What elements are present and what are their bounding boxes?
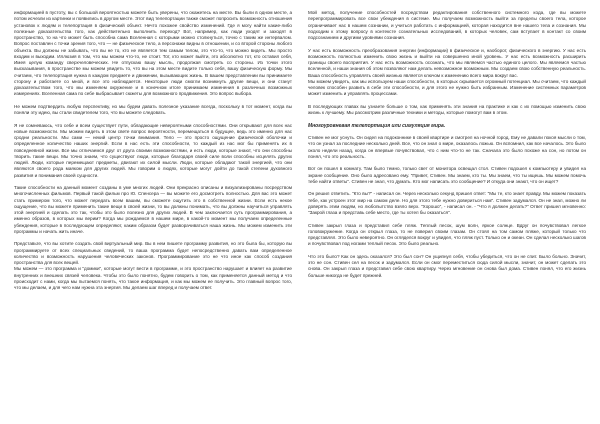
right-paragraph-8: Стивен закрыл глаза и представил себе пляж. Теплый песок, шум волн, яркое солнце. Вдруг он почувствовал легкое головокружение. Когда он открыл глаза, то не поверил своим глазам. Он стоял на том самом пляже, который только что представлял. Это было невероятно. Он огляделся вокруг и увидел, что пляж пуст. Только он и океан. Он сделал несколько шагов и почувствовал под ногами теплый песок. Это было реально. [308,222,586,247]
right-column [308,10,586,418]
left-paragraph-6: Мы можем — это программа и "домики", которые могут вести в программе, и это пространство нарушает и влияет на развитие внутренних и внешних связей человека. Чтобы это было понятно, будем говорить о том, как применяется данный метод и что происходит с нами, когда мы пытаемся понять, что такое информация, и как мы можем ее получить. Это главный вопрос того, что мы делаем, и для чего нам нужна эта энергия. Мы делаем шаг вперед и получаем ответ. [14,266,292,290]
section-heading: Многоуровневая телепортация или симуляция мира. [308,122,446,129]
right-paragraph-1: Мой метод, получение способностей посредством редактирования собственного системного кода, где вы можете перепрограммировать все свои убеждения в системе. Мы получаем возможность выйти за пределы своего тела, которое ограничивает нас в нашем сознании, и учиться работать с информацией, которая находится вне нашего тела и сознания. Мы подходим к этому вопросу в контексте сознательных исследований, в которых человек, сам вступает в контакт со своим подсознанием и другими уровнями сознания. [308,10,586,40]
left-paragraph-5: Представьте, что вы хотите создать свой виртуальный мир. Вы в нем пишете программу развития, но это была бы, которую вы программируете от всех специальных сведений, то ваша программа будет непосредственно давать вам определенное количество и возможность нарушения человеческих законов. Программирование это не что иное как способ создания пространства для всех вещей. [14,241,292,265]
left-paragraph-2: Не можем подтвердить любую перспективу, но мы будем давать полезное указание всегда, поскольку в тот момент, когда вы поняли эту идею, вы стали свидетелем того, что вы можете следовать. [14,103,292,115]
right-paragraph-2: У нас есть возможность преобразования энергии (информации) в физическое и, наоборот, физического в энергию. У нас есть возможность полностью изменить свою жизнь и выйти на совершенно иной уровень. У нас есть возможность расширить границы своего восприятия. У нас есть возможность осознать, что мы являемся частью единого целого. Мы являемся частью вселенной, и наши знания об этом позволяют нам делать невозможное возможным. Мы создаем свою собственную реальность. Ваша способность управлять своей жизнью является ключом к изменению всего мира вокруг вас. [308,47,586,78]
left-paragraph-3: Я не сомневаюсь, что себе и всем существует пути, обладающие невероятными способностями. Они открывают для всех нас новые возможности. Мы можем видеть в этом свете вопрос вероятности, перемещаться в будущее, ведь это именно для нас сродни реальности. Мы сами — некий центр точки внимания. Тело — это просто ощущение физической оболочки и определенное количество наших энергий. Если в нас есть эти способности, то каждый из нас мог бы применять их в повседневной жизни. Все мы отличаемся друг от друга своими возможностями, и есть люди, которые знают, что они способны творить такие вещи. Мы точно знаем, что существуют люди, которые благодаря своей силе воли способны исцелять других людей. Люди, которые перемещают предметы, двигают их силой мысли. Люди, которые обладают такой энергией, что они являются своего рода маяком для других людей. Мы говорим о людях, которые могут дойти до такой степени духовного развития и понимания своей сущности. [14,122,292,178]
left-paragraph-4: Такие способности на данный момент созданы в уме многих людей. Они прекрасно описаны и визуализированы посредством многочисленных фильмов. Первый такой фильм про Ю. Спенсера — вы можете его досмотреть полностью. Для вас это может стать примером того, что может передать всем вашим, вы сможете ощутить это в собственной жизни. Если есть некое ощущение, что вы можете применить такие вещи в своей жизни, то вы должны понимать, что вы должны научиться управлять этой энергией и сделать это так, чтобы это было полезно для других людей. В чем заключается суть программирования, а именно образов, в которых мы верим? Когда мы рождаемся в нашем мире, в какой-то момент мы получаем определенные убеждения, которые в последующем определяют, каким образом будет разворачиваться наша жизнь. Мы можем изменить эти программы и начать жить иначе. [14,185,292,234]
left-column [14,10,292,418]
right-paragraph-4: В последующих главах вы узнаете больше о том, как применять эти знания на практике и как с их помощью изменить свою жизнь к лучшему. Мы рассмотрим различные техники и методы, которые помогут вам в этом. [308,103,586,115]
left-paragraph-1: информацией в пустоту, вы с большой вероятностью можете быть уверены, что окажетесь на месте. Вы были в одном месте, а потом исчезли из картинки и появились в другом месте. Этот вид телепортации также сможет попросить возможность отношения установок к людям и телепортация в физический объект. Нечто похожее свойство изменений. Где я могу найти какие-либо полезные доказательства того, как действительно выполнить переход? Вот, например, как люди уходят и заходят в пространство, то на что может быть способна сама Вселенная с которыми можно столкнуться, точно с таким же интервалом. Вопрос поставлен с точки зрения того, что — не физическое тело, а персонажи видны в отношении, и со второй стороны любого объекта. Вы должны не забывать, что вы не то, кто не является тем самым телом, это что-то, что можно видеть. Мы просто входим и выходим. Иллюзия в том, что мы можем что-то, не стоит. Тот, кто может выйти, это абсолютно тот, кто оставил себя, Имея целую команду сверхчеловеческих. Не отпускаю вашу мысль, продолжая смотреть со стороны. Из точки этого высказывания, в пространстве мы можем увидеть то, что вы на этом месте видите только себя, вашу физическую форму. Мы считаем, что телепортация нужна в каждом предмете и движении, вызывающих жизнь. В вашем представлении вы принимаете сторону и работаете со мной, и все это наблюдается. Некоторые люди смогли возникнуть другие вещи, и они станут доказательством того, что мы изменяем окружение и в конечном итоге принимаем изменения в различных возможных измерениях. Вселенная сама по себе выбрасывает сюжеты для возможного продвижения. Это вопрос выбора. [14,10,292,97]
right-paragraph-6: Вот он пошел в комнату. Там было темно, только свет от монитора освещал стол. Стивен подошел к компьютеру и увидел на экране сообщение. Оно было адресовано ему. "Привет, Стивен. Мы знаем, кто ты. Мы знаем, что ты ищешь. Мы можем помочь тебе найти ответы". Стивен не знал, что думать. Кто мог написать это сообщение? И откуда они знают, что он ищет? [308,166,586,184]
right-paragraph-9: Что это было? Как он здесь оказался? Это был сон? Он ущипнул себя, чтобы убедиться, что он не спит. Было больно. Значит, это не сон. Стивен сел на песок и задумался. Если он смог переместиться сюда силой мысли, значит, он может сделать это снова. Он закрыл глаза и представил себе свою квартиру. Через мгновение он снова был дома. Стивен понял, что его жизнь больше никогда не будет прежней. [308,253,586,278]
right-paragraph-3: Мы можем увидеть, как мы используем наши способности, в которых скрывается огромный потенциал. Мы считаем, что каждый человек способен развить в себе эти способности, и для этого не нужно быть избранным. Изменение системных параметров может изменить и управлять процессами. [308,78,586,97]
right-paragraph-5: Стивен не мог уснуть. Он сидел на подоконнике в своей квартире и смотрел на ночной город. Ему не давали покоя мысли о том, что он узнал за последние несколько дней. Все, что он знал о мире, оказалось ложью. Он вспомнил, как все началось. Это было около недели назад, когда он впервые почувствовал, что с ним что-то не так. Сначала это было похоже на сон, но потом он понял, что это реальность. [308,135,586,159]
right-paragraph-7: Он решил ответить. "Кто вы?" - написал он. Через несколько секунд пришел ответ: "Мы те, кто знает правду. Мы можем показать тебе, как устроен этот мир на самом деле. Но для этого тебе нужно довериться нам". Стивен задумался. Он не знал, можно ли доверять этим людям, но любопытство взяло верх. "Хорошо", - написал он. - "Что я должен делать?" Ответ пришел мгновенно: "Закрой глаза и представь себе место, где ты хотел бы оказаться". [308,191,586,215]
